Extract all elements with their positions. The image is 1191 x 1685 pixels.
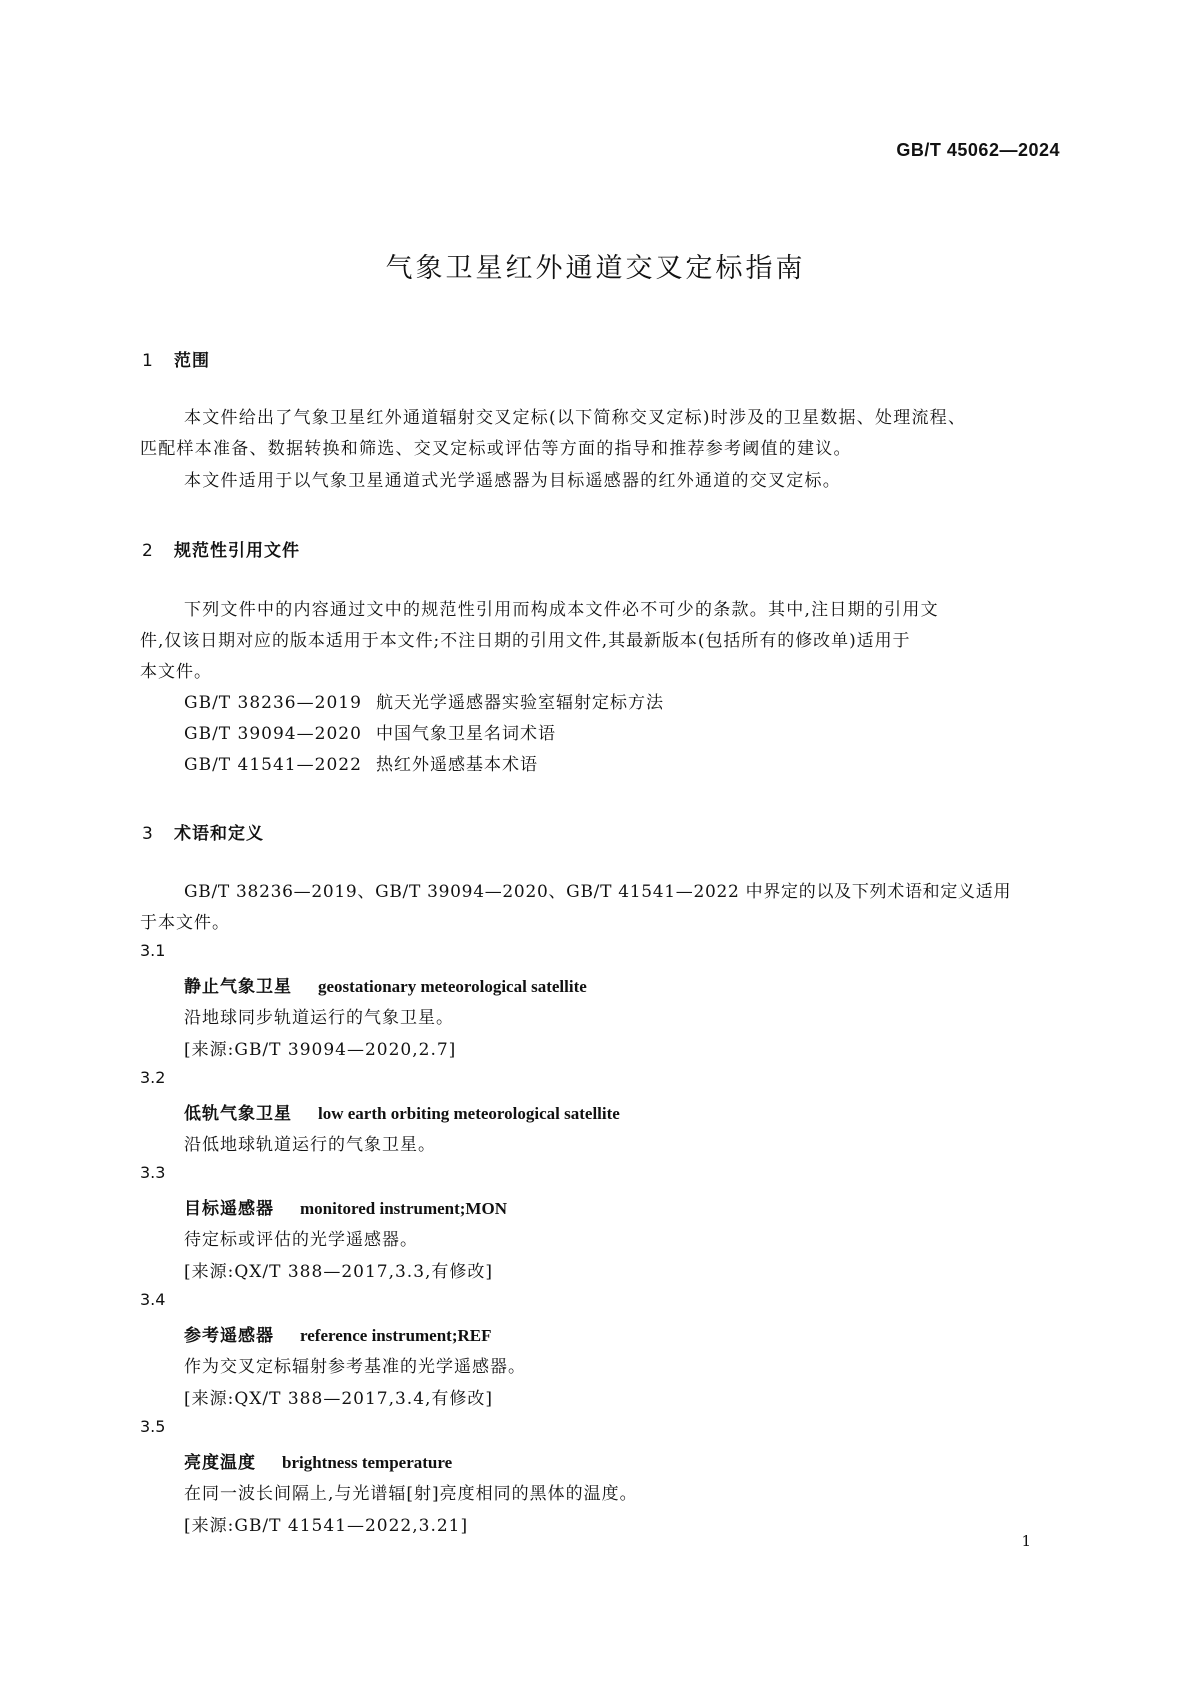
section-number: 1 [142, 351, 154, 371]
reference-code: GB/T 41541—2022 [184, 755, 362, 775]
term-entry [184, 1194, 507, 1219]
term-english: geostationary meteorological satellite [318, 977, 587, 996]
paragraph-line: 匹配样本准备、数据转换和筛选、交叉定标或评估等方面的指导和推荐参考阈值的建议。 [140, 439, 852, 459]
reference-code: GB/T 38236—2019 [184, 693, 362, 713]
reference-title: 中国气象卫星名词术语 [376, 724, 556, 744]
term-definition: 待定标或评估的光学遥感器。 [184, 1230, 418, 1250]
paragraph-line: 本文件。 [140, 662, 212, 682]
term-definition: 沿地球同步轨道运行的气象卫星。 [184, 1008, 454, 1028]
paragraph-line: 本文件给出了气象卫星红外通道辐射交叉定标(以下简称交叉定标)时涉及的卫星数据、处理流程、 [184, 408, 967, 428]
term-chinese: 参考遥感器 [184, 1326, 274, 1346]
term-definition: 沿低地球轨道运行的气象卫星。 [184, 1135, 436, 1155]
term-source: [来源:GB/T 39094—2020,2.7] [184, 1040, 457, 1060]
reference-code: GB/T 39094—2020 [184, 724, 362, 744]
reference-title: 热红外遥感基本术语 [376, 755, 538, 775]
term-source: [来源:QX/T 388—2017,3.4,有修改] [184, 1389, 494, 1409]
term-chinese: 目标遥感器 [184, 1199, 274, 1219]
normative-reference [184, 688, 664, 713]
paragraph-line: 下列文件中的内容通过文中的规范性引用而构成本文件必不可少的条款。其中,注日期的引用文 [184, 600, 939, 620]
term-number: 3.1 [140, 941, 166, 960]
term-source: [来源:QX/T 388—2017,3.3,有修改] [184, 1262, 494, 1282]
paragraph-line: GB/T 38236—2019、GB/T 39094—2020、GB/T 41541—2022 中界定的以及下列术语和定义适用 [184, 882, 1012, 902]
section-number: 2 [142, 541, 154, 561]
reference-title: 航天光学遥感器实验室辐射定标方法 [376, 693, 664, 713]
term-chinese: 低轨气象卫星 [184, 1104, 292, 1124]
term-number: 3.3 [140, 1163, 166, 1182]
normative-reference [184, 750, 538, 775]
term-english: low earth orbiting meteorological satellite [318, 1104, 620, 1123]
term-english: brightness temperature [282, 1453, 453, 1472]
term-entry [184, 1099, 620, 1124]
term-definition: 作为交叉定标辐射参考基准的光学遥感器。 [184, 1357, 526, 1377]
term-number: 3.2 [140, 1068, 166, 1087]
paragraph-line: 本文件适用于以气象卫星通道式光学遥感器为目标遥感器的红外通道的交叉定标。 [184, 471, 841, 491]
section-1-heading [142, 346, 210, 371]
paragraph-line: 于本文件。 [140, 913, 230, 933]
section-number: 3 [142, 824, 154, 844]
term-number: 3.4 [140, 1290, 166, 1309]
term-source: [来源:GB/T 41541—2022,3.21] [184, 1516, 469, 1536]
term-entry [184, 972, 587, 997]
section-title: 范围 [174, 351, 210, 371]
term-entry [184, 1448, 452, 1473]
normative-reference [184, 719, 556, 744]
term-number: 3.5 [140, 1417, 166, 1436]
term-english: monitored instrument;MON [300, 1199, 507, 1218]
term-chinese: 静止气象卫星 [184, 977, 292, 997]
term-chinese: 亮度温度 [184, 1453, 256, 1473]
section-title: 规范性引用文件 [174, 541, 300, 561]
term-entry [184, 1321, 492, 1346]
section-3-heading [142, 819, 264, 844]
page-number: 1 [1021, 1532, 1031, 1550]
section-2-heading [142, 536, 300, 561]
standard-code: GB/T 45062—2024 [896, 140, 1060, 160]
paragraph-line: 件,仅该日期对应的版本适用于本文件;不注日期的引用文件,其最新版本(包括所有的修改单)适用于 [140, 631, 911, 651]
section-title: 术语和定义 [174, 824, 264, 844]
document-title: 气象卫星红外通道交叉定标指南 [385, 253, 806, 284]
term-definition: 在同一波长间隔上,与光谱辐[射]亮度相同的黑体的温度。 [184, 1484, 638, 1504]
term-english: reference instrument;REF [300, 1326, 492, 1345]
